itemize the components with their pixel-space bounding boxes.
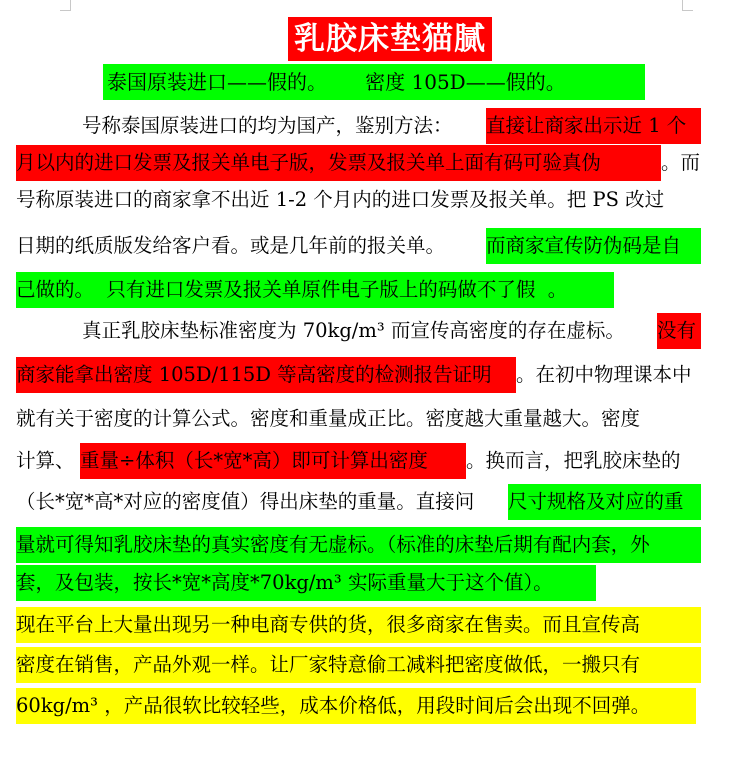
para3-line2	[0, 647, 729, 683]
claims-banner: 泰国原装进口——假的。 密度 105D——假的。	[103, 64, 645, 100]
para2-line1-red-highlight: 没有	[657, 313, 701, 349]
page-corner-mark	[682, 0, 693, 11]
para3-line3	[0, 688, 729, 724]
para1-line1	[0, 108, 729, 144]
para2-line7-green-highlight: 套，及包装，按长*宽*高度*70kg/m³ 实际重量大于这个值）。	[16, 565, 596, 601]
para2-line2	[0, 357, 729, 393]
para2-line2-text: 。在初中物理课本中	[516, 363, 692, 386]
para2-line1	[0, 313, 729, 349]
para2-line3	[0, 401, 729, 437]
para1-line4-green-highlight: 而商家宣传防伪码是自	[486, 228, 701, 264]
para2-line5	[0, 484, 729, 520]
para1-line3-text: 号称原装进口的商家拿不出近 1-2 个月内的进口发票及报关单。把 PS 改过	[16, 188, 665, 211]
para1-line5-green-highlight: 己做的。 只有进口发票及报关单原件电子版上的码做不了假 。	[16, 272, 614, 308]
para2-line5-text: （长*宽*高*对应的密度值）得出床垫的重量。直接问	[16, 490, 475, 513]
para2-line2-red-highlight: 商家能拿出密度 105D/115D 等高密度的检测报告证明	[16, 357, 516, 393]
para2-line4-text-tail: 。换而言，把乳胶床垫的	[466, 449, 681, 472]
page-corner-mark	[60, 0, 71, 11]
para3-line3-yellow-highlight: 60kg/m³ ，产品很软比较轻些，成本价格低，用段时间后会出现不回弹。	[16, 688, 696, 724]
para1-line2	[0, 145, 729, 181]
para2-line6-green-highlight: 量就可得知乳胶床垫的真实密度有无虚标。（标准的床垫后期有配内套，外	[16, 527, 701, 563]
para2-line4-red-highlight: 重量÷体积（长*宽*高）即可计算出密度	[80, 443, 466, 479]
para1-line5	[0, 272, 729, 308]
para2-line4	[0, 443, 729, 479]
para1-line1-red-highlight: 直接让商家出示近 1 个	[486, 108, 701, 144]
para2-line7	[0, 565, 729, 601]
para1-line4-text: 日期的纸质版发给客户看。或是几年前的报关单。	[16, 234, 446, 257]
para2-line5-green-highlight: 尺寸规格及对应的重	[508, 484, 701, 520]
page-title: 乳胶床垫猫腻	[288, 17, 492, 61]
para2-line1-text: 真正乳胶床垫标准密度为 70kg/m³ 而宣传高密度的存在虚标。	[82, 319, 625, 342]
para3-line2-yellow-highlight: 密度在销售，产品外观一样。让厂家特意偷工减料把密度做低，一搬只有	[16, 647, 701, 683]
para1-line2-text: 。而	[661, 151, 701, 174]
para1-line2-red-highlight: 月以内的进口发票及报关单电子版，发票及报关单上面有码可验真伪	[16, 145, 661, 181]
para3-line1	[0, 607, 729, 643]
para1-line3	[0, 182, 729, 218]
para2-line6	[0, 527, 729, 563]
para1-line4	[0, 228, 729, 264]
para2-line3-text: 就有关于密度的计算公式。密度和重量成正比。密度越大重量越大。密度	[16, 407, 641, 430]
para3-line1-yellow-highlight: 现在平台上大量出现另一种电商专供的货，很多商家在售卖。而且宣传高	[16, 607, 701, 643]
para2-line4-text: 计算、	[16, 449, 75, 472]
para1-line1-text: 号称泰国原装进口的均为国产，鉴别方法：	[82, 114, 453, 137]
